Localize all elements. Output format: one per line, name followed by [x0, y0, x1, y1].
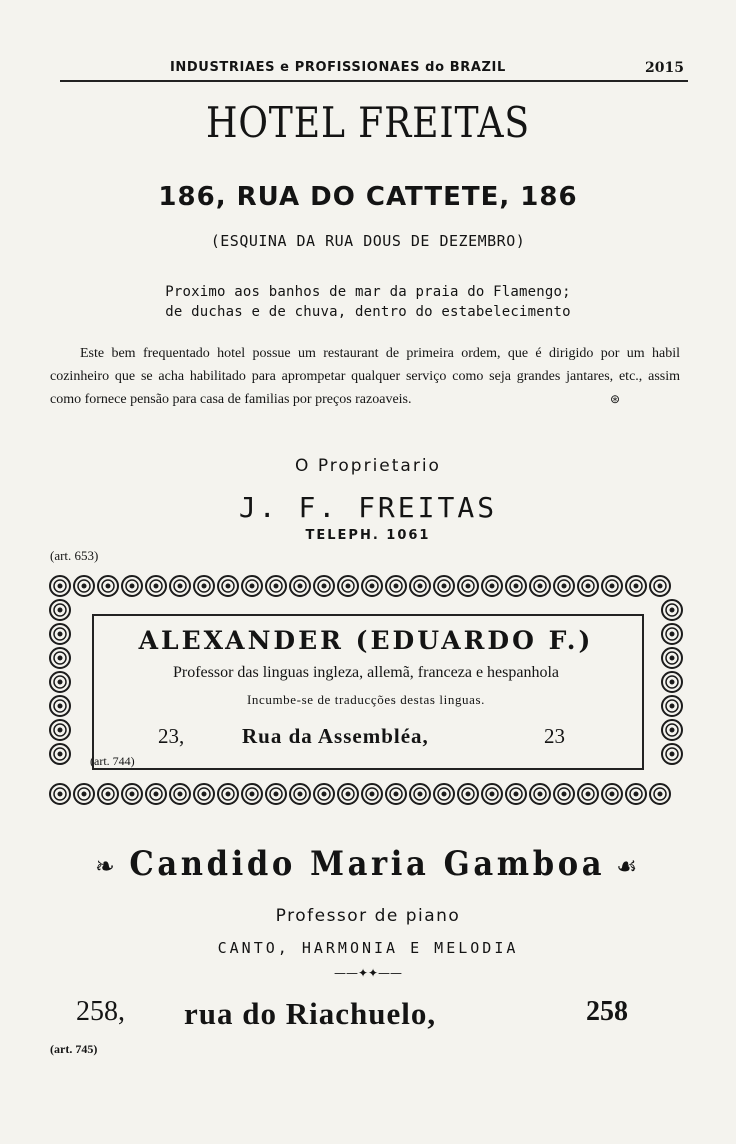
page-number: 2015: [645, 60, 684, 76]
alexander-number-left: 23,: [158, 724, 185, 748]
running-header-title: INDUSTRIAES e PROFISSIONAES do BRAZIL: [170, 60, 506, 75]
rosette-icon: [194, 576, 214, 596]
rosette-icon: [530, 784, 550, 804]
hotel-phone: TELEPH. 1061: [305, 528, 431, 543]
rosette-icon: [410, 576, 430, 596]
rosette-icon: [194, 784, 214, 804]
candido-title: Professor de piano: [275, 906, 461, 926]
hotel-corner-note: (ESQUINA DA RUA DOUS DE DEZEMBRO): [210, 232, 526, 250]
rosette-icon: [626, 784, 646, 804]
rosette-icon: [218, 784, 238, 804]
rosette-icon: [266, 576, 286, 596]
rosette-icon: [338, 784, 358, 804]
rosette-icon: [602, 784, 622, 804]
rosette-icon: [74, 576, 94, 596]
hotel-name: HOTEL FREITAS: [205, 98, 531, 147]
rosette-icon: [434, 784, 454, 804]
hotel-owner-caption: O Proprietario: [295, 456, 441, 476]
rosette-icon: [410, 784, 430, 804]
rosette-icon: [170, 784, 190, 804]
rosette-icon: [242, 784, 262, 804]
rosette-icon: [290, 576, 310, 596]
running-header: [60, 60, 688, 82]
alexander-street: Rua da Assembléa,: [242, 724, 429, 748]
alexander-address: [48, 724, 684, 748]
rosette-icon: [578, 576, 598, 596]
rosette-icon: [506, 784, 526, 804]
rosette-icon: [314, 784, 334, 804]
candido-street: rua do Riachuelo,: [184, 996, 437, 1031]
rosette-icon: [554, 784, 574, 804]
hotel-nearby-line-2: de duchas e de chuva, dentro do estabelecimento: [165, 304, 571, 320]
rosette-icon: [170, 576, 190, 596]
ornament-rule-icon: ——✦✦——: [333, 966, 403, 980]
rosette-icon: [530, 576, 550, 596]
rosette-icon: [218, 576, 238, 596]
rosette-icon: [122, 784, 142, 804]
alexander-ad-frame: [48, 574, 684, 806]
rosette-icon: [266, 784, 286, 804]
rosette-icon: [662, 600, 682, 620]
rosette-icon: [242, 576, 262, 596]
rosette-icon: [314, 576, 334, 596]
hotel-owner-name: J. F. FREITAS: [238, 491, 498, 524]
hotel-description-text: Este bem frequentado hotel possue um restaurant de primeira ordem, que é dirigido por um habil cozinheiro que se acha habilitado para aprompetar qualquer serviço como seja grandes jantares, etc., assim como fornece pensão para casa de familias por preços razoaveis.: [50, 346, 680, 407]
rosette-icon: [146, 576, 166, 596]
rosette-icon: [482, 784, 502, 804]
rosette-icon: [338, 576, 358, 596]
rosette-icon: [386, 576, 406, 596]
alexander-name: ALEXANDER (EDUARDO F.): [138, 626, 594, 655]
rosette-icon: [482, 576, 502, 596]
rosette-icon: [362, 784, 382, 804]
candido-name: [37, 844, 699, 884]
flourish-right-icon: ☙: [605, 852, 641, 882]
rosette-icon: [602, 576, 622, 596]
candido-art-ref: (art. 745): [50, 1042, 98, 1056]
rosette-icon: [650, 576, 670, 596]
rosette-icon: [290, 784, 310, 804]
rosette-icon: [98, 576, 118, 596]
rosette-icon: [98, 784, 118, 804]
rosette-icon: [50, 576, 70, 596]
candido-name-text: Candido Maria Gamboa: [129, 844, 606, 884]
ornament-mark-icon: ⊛: [609, 392, 620, 406]
hotel-art-ref: (art. 653): [50, 548, 99, 563]
rosette-icon: [650, 784, 670, 804]
hotel-address: 186, RUA DO CATTETE, 186: [158, 182, 578, 212]
rosette-icon: [506, 576, 526, 596]
rosette-icon: [386, 784, 406, 804]
rosette-icon: [578, 784, 598, 804]
rosette-icon: [146, 784, 166, 804]
alexander-number-right: 23: [544, 724, 565, 748]
alexander-translation-note: Incumbe-se de traducções destas linguas.: [246, 692, 486, 707]
rosette-icon: [122, 576, 142, 596]
rosette-icon: [50, 784, 70, 804]
alexander-art-ref: (art. 744): [90, 754, 135, 768]
candido-number-right: 258: [586, 996, 628, 1027]
rosette-icon: [458, 576, 478, 596]
candido-subjects: CANTO, HARMONIA E MELODIA: [217, 939, 519, 957]
alexander-subjects: Professor das linguas ingleza, allemã, franceza e hespanhola: [172, 664, 560, 681]
hotel-description: [50, 342, 680, 411]
rosette-icon: [554, 576, 574, 596]
rosette-icon: [626, 576, 646, 596]
candido-number-left: 258,: [76, 996, 125, 1027]
hotel-nearby-line-1: Proximo aos banhos de mar da praia do Flamengo;: [165, 284, 571, 300]
flourish-left-icon: ❧: [95, 852, 130, 882]
rosette-icon: [362, 576, 382, 596]
rosette-icon: [50, 600, 70, 620]
rosette-icon: [458, 784, 478, 804]
candido-address: [0, 996, 736, 1036]
rosette-icon: [74, 784, 94, 804]
rosette-icon: [434, 576, 454, 596]
